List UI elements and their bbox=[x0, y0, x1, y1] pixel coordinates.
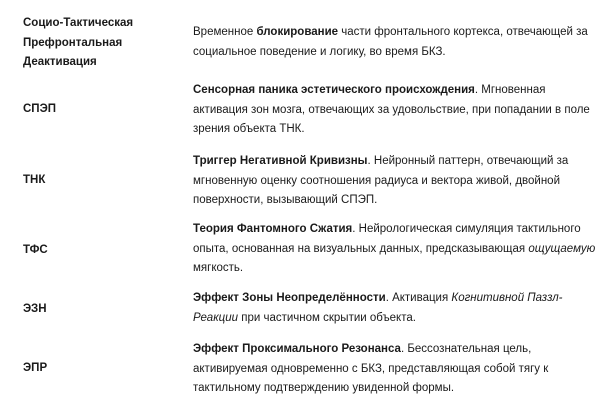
definition-text: Эффект Проксимального Резонанса. Бессознательная цель, активируемая одновременно с БКЗ, представляющая собой тягу к тактильному подтверждению увиденной формы. bbox=[193, 343, 549, 394]
term-label: ТНК bbox=[23, 174, 46, 186]
definition-emphasis: Когнитивной Паззл-Реакции bbox=[193, 292, 563, 324]
definition-keyword: Триггер Негативной Кривизны bbox=[193, 155, 368, 167]
definition-emphasis: ощущаемую bbox=[528, 242, 596, 255]
definition-keyword: Теория Фантомного Сжатия bbox=[193, 223, 353, 235]
definition-keyword: блокирование bbox=[256, 26, 339, 38]
term-label bbox=[23, 14, 133, 73]
term-line: Социо-Тактическая bbox=[23, 17, 134, 29]
definition-text: Временное блокирование части фронтального кортекса, отвечающей за социальное поведение и логику, во время БКЗ. bbox=[193, 26, 588, 58]
definition-text: Сенсорная паника эстетического происхождения. Мгновенная активация зон мозга, отвечающих за удовольствие, при попадании в поле зрения объекта ТНК. bbox=[193, 84, 590, 135]
definition-text: Триггер Негативной Кривизны. Нейронный паттерн, отвечающий за мгновенную оценку соотношения радиуса и вектора живой, двойной поверхности, вызывающий СПЭП. bbox=[193, 155, 569, 206]
term-line: Деактивация bbox=[23, 56, 97, 68]
term-line: Префронтальная bbox=[23, 36, 123, 49]
definition-text: Эффект Зоны Неопределённости. Активация Когнитивной Паззл-Реакции при частичном скрытии объекта. bbox=[193, 292, 563, 324]
definition-keyword: Сенсорная паника эстетического происхождения bbox=[193, 84, 475, 96]
definition-text: Теория Фантомного Сжатия. Нейрологическая симуляция тактильного опыта, основанная на визуальных данных, предсказывающая ощущаемую мягкость. bbox=[193, 223, 596, 274]
term-label: ЭПР bbox=[23, 362, 48, 374]
term-label: ЭЗН bbox=[23, 303, 47, 315]
definition-keyword: Эффект Зоны Неопределённости bbox=[193, 292, 386, 304]
definition-keyword: Эффект Проксимального Резонанса bbox=[193, 343, 401, 355]
term-label: СПЭП bbox=[23, 103, 57, 115]
term-label: ТФС bbox=[23, 244, 48, 256]
